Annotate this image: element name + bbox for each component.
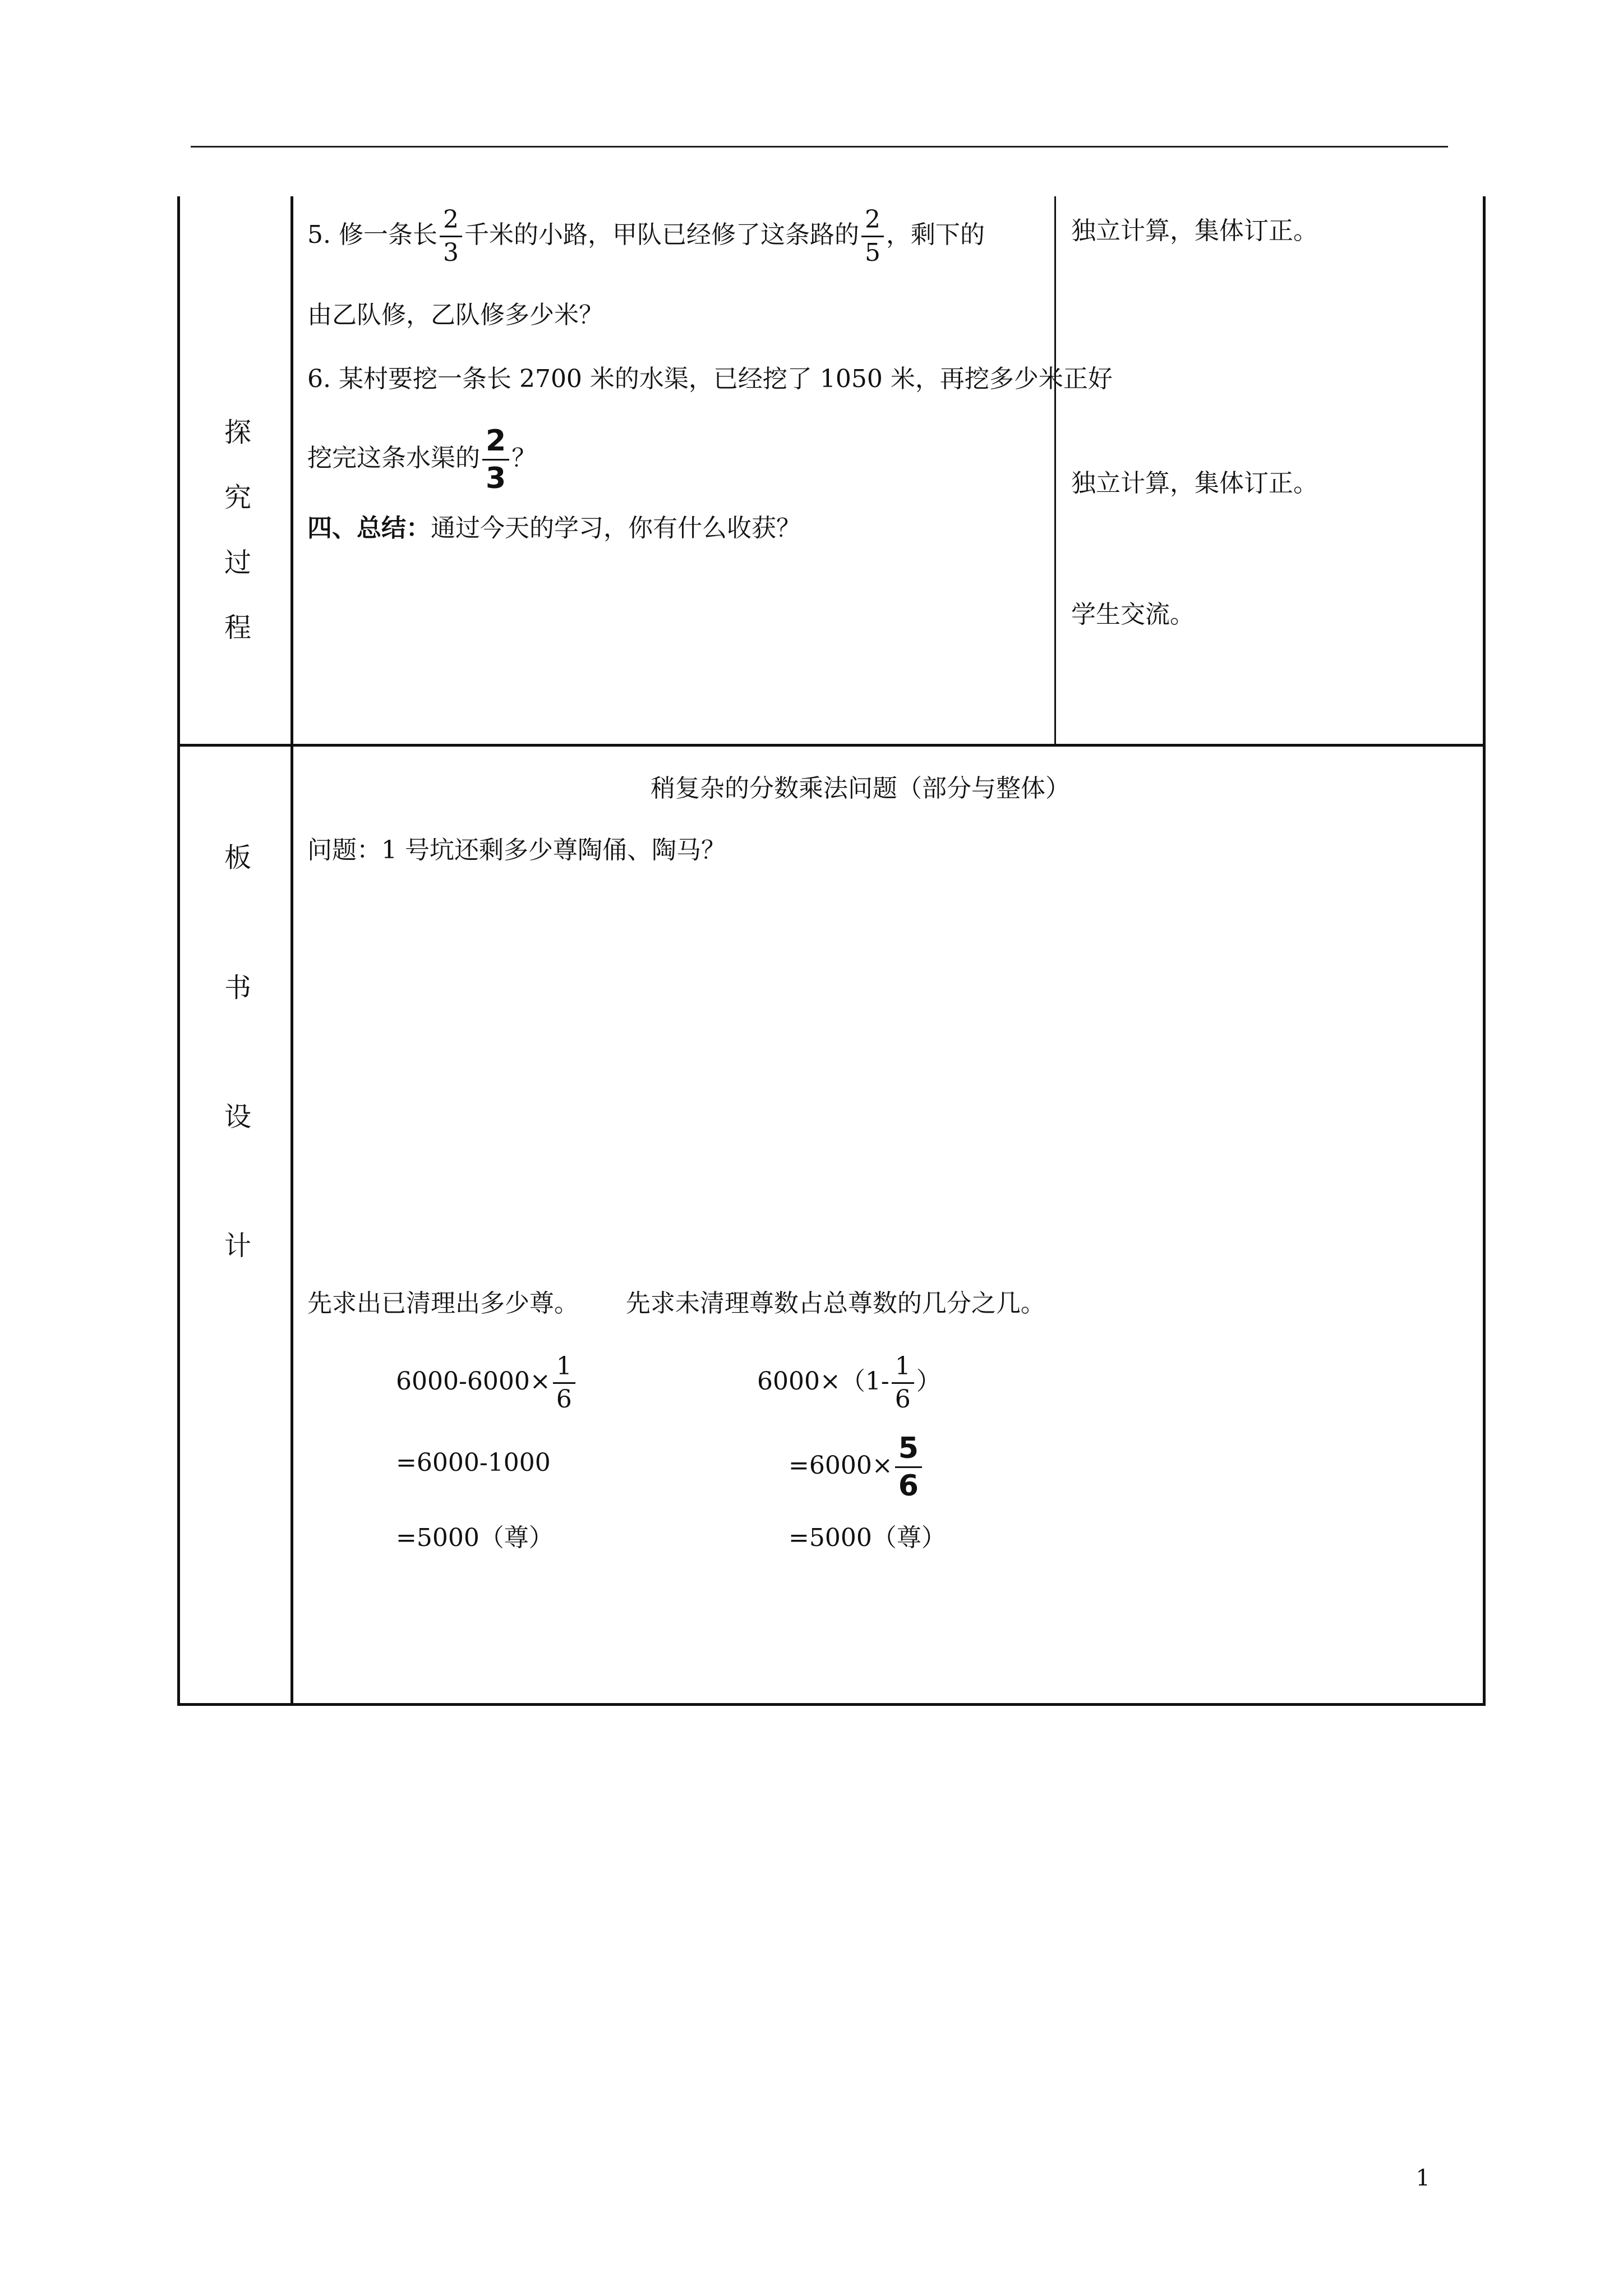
activity-note: 独立计算，集体订正。	[1071, 217, 1318, 245]
board-title: 稍复杂的分数乘法问题（部分与整体）	[651, 774, 1070, 803]
page-number: 1	[1415, 2165, 1430, 2191]
side-char: 究	[224, 482, 252, 513]
right-solution-line-3: =5000（尊）	[789, 1524, 946, 1552]
left-solution-line-2: =6000-1000	[396, 1448, 551, 1477]
side-char: 过	[224, 547, 252, 578]
side-char: 书	[224, 972, 252, 1004]
board-question: 问题：1 号坑还剩多少尊陶俑、陶马？	[307, 836, 726, 864]
activity-note: 独立计算，集体订正。	[1071, 469, 1318, 498]
problem-6-line-2	[307, 426, 536, 493]
summary-heading: 四、总结：	[307, 514, 431, 542]
table-left-border	[177, 196, 180, 1705]
problem-5-prefix: 5. 修一条长	[307, 220, 437, 249]
side-char: 探	[224, 417, 252, 448]
problem-5-suffix: ，剩下的	[886, 220, 985, 249]
table-bottom-border	[177, 1703, 1486, 1706]
fraction: $\frac{5}{6}$	[895, 1434, 922, 1501]
fraction: $\frac{1}{6}$	[553, 1354, 575, 1412]
fraction: $\frac{2}{3}$	[440, 208, 462, 265]
method-line: 先求出已清理出多少尊。 先求未清理尊数占总尊数的几分之几。	[307, 1289, 1045, 1318]
summary-line	[307, 516, 801, 541]
problem-6-line-1: 6. 某村要挖一条长 2700 米的水渠，已经挖了 1050 米，再挖多少米正好	[307, 365, 1113, 393]
problem-5-line-2: 由乙队修，乙队修多少米？	[307, 301, 603, 329]
problem-5-line-1	[307, 205, 985, 267]
side-char: 计	[224, 1230, 252, 1262]
side-char: 设	[224, 1101, 252, 1133]
side-char: 程	[224, 612, 252, 643]
problem-5-mid: 千米的小路，甲队已经修了这条路的	[464, 220, 859, 249]
side-char: 板	[224, 842, 252, 873]
row-divider	[177, 744, 1486, 747]
fraction: $\frac{2}{3}$	[482, 426, 509, 493]
left-solution-line-3: =5000（尊）	[396, 1524, 554, 1552]
summary-text: 通过今天的学习，你有什么收获？	[431, 514, 801, 542]
activity-note: 学生交流。	[1071, 600, 1195, 629]
problem-6-prefix: 挖完这条水渠的	[307, 444, 480, 472]
table-right-border	[1483, 196, 1486, 1705]
left-solution-line-1: 6000-6000× $\frac{1}{6}$	[396, 1354, 578, 1412]
activity-column-divider	[1054, 196, 1056, 746]
right-solution-line-1: 6000×（1- $\frac{1}{6}$ ）	[757, 1352, 941, 1414]
fraction: $\frac{2}{5}$	[861, 208, 884, 265]
label-column-divider	[291, 196, 293, 1705]
problem-6-suffix: ？	[511, 444, 537, 472]
right-solution-line-2: =6000× $\frac{5}{6}$	[789, 1434, 924, 1501]
header-rule	[191, 146, 1448, 148]
fraction: $\frac{1}{6}$	[892, 1354, 914, 1412]
